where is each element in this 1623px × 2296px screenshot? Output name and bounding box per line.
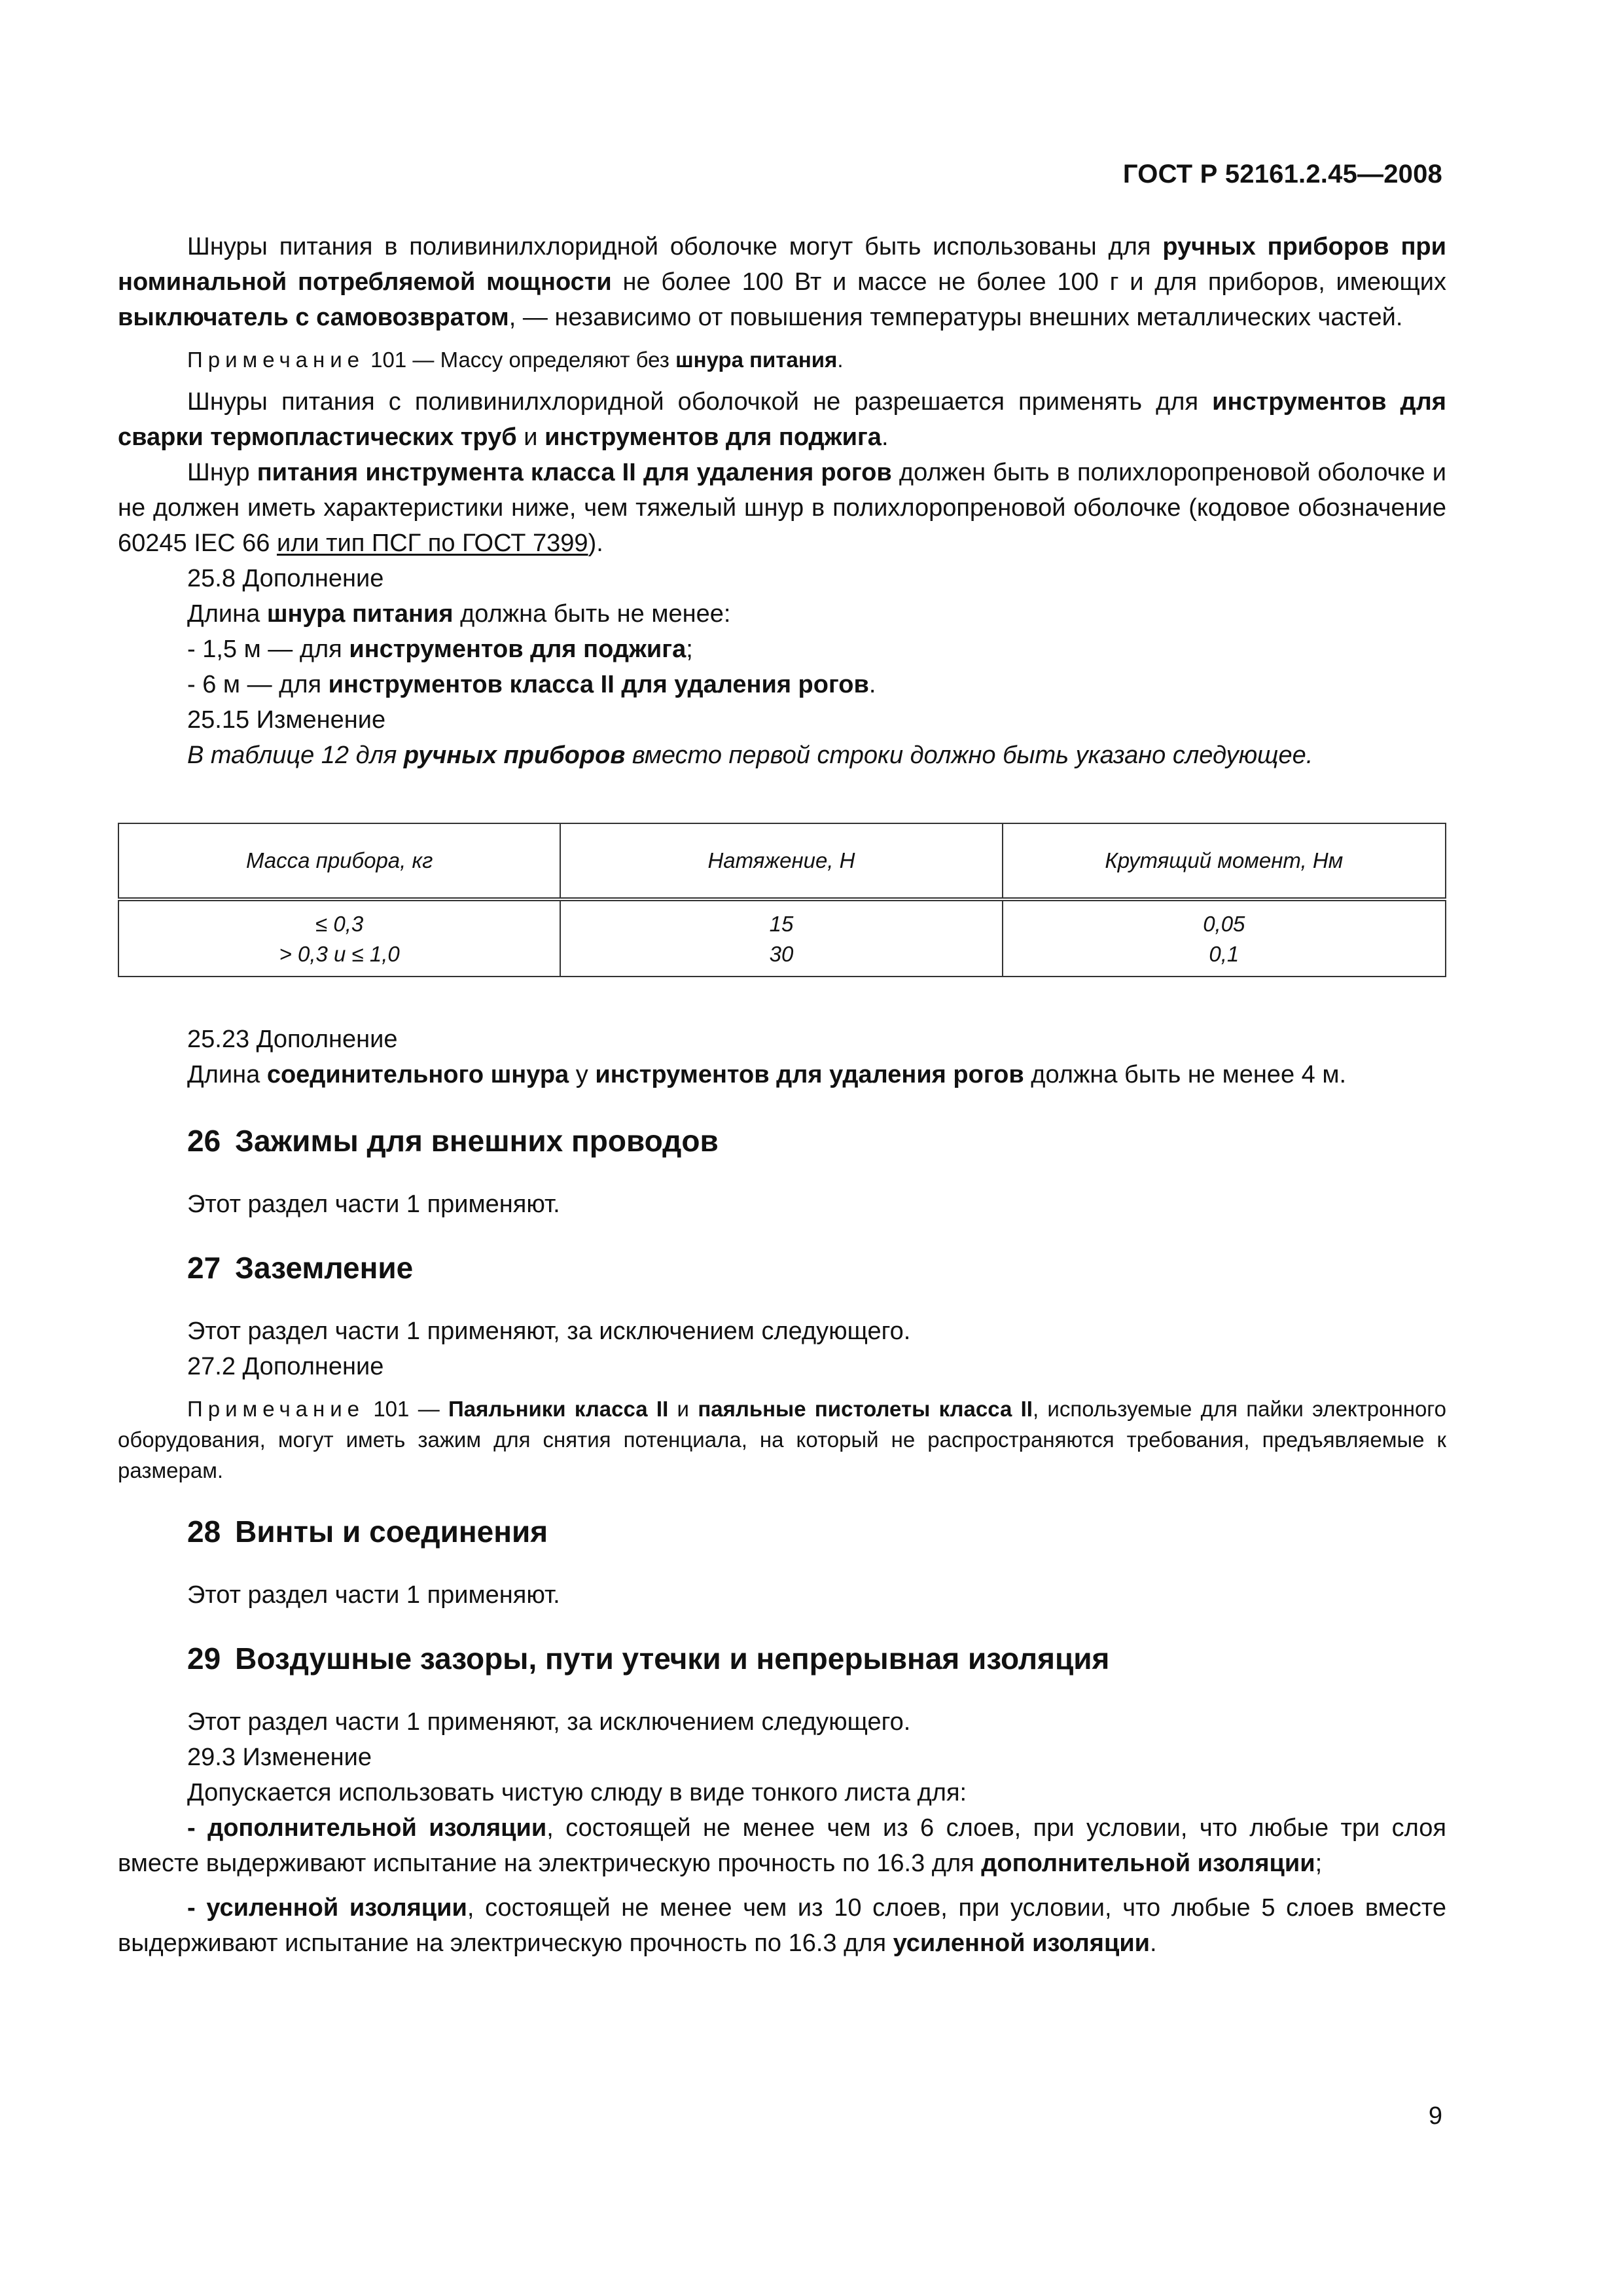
list-item: - 6 м — для инструментов класса II для удаления рогов. [187,671,876,698]
section-29-text: Этот раздел части 1 применяют, за исключением следующего. [187,1708,911,1736]
section-heading-28: 28 Винты и соединения [187,1515,548,1549]
list-item: - 1,5 м — для инструментов для поджига; [187,636,693,663]
paragraph-dehorning-cord: Шнур питания инструмента класса II для удаления рогов должен быть в полихлоропреновой оболочке и не должен иметь характеристики ниже, чем тяжелый шнур в полихлоропреновой оболочке (кодовое обозначение 60245 IEC 66 или тип ПСГ по ГОСТ 7399). [118,459,1447,557]
paragraph-pvc-cords: Шнуры питания в поливинилхлоридной оболочке могут быть использованы для ручных приборов при номинальной потребляемой мощности не более 100 Вт и массе не более 100 г и для приборов, имеющих выключатель с самовозвратом, — независимо от повышения температуры внешних металлических частей. [118,233,1447,331]
clause-25-15: 25.15 Изменение [187,706,386,734]
column-header: Натяжение, Н [560,823,1002,899]
clause-27-2: 27.2 Дополнение [187,1353,384,1380]
section-27-text: Этот раздел части 1 применяют, за исключением следующего. [187,1318,911,1345]
list-item: - дополнительной изоляции, состоящей не менее чем из 6 слоев, при условии, что любые три слоя вместе выдерживают испытание на электрическую прочность по 16.3 для дополнительной изоляции; [118,1814,1446,1877]
note-101-soldering: Примечание 101 — Паяльники класса II и паяльные пистолеты класса II, используемые для пайки электронного оборудования, могут иметь зажим для снятия потенциала, на который не распространяются требования, предъявляемые к размерам. [118,1397,1446,1482]
section-heading-27: 27 Заземление [187,1251,414,1285]
mica-intro: Допускается использовать чистую слюду в виде тонкого листа для: [187,1779,967,1806]
gost-reference-link[interactable]: или тип ПСГ по ГОСТ 7399 [276,529,588,557]
table-cell: ≤ 0,3 > 0,3 и ≤ 1,0 [118,899,560,977]
document-body [118,229,1446,1961]
clause-29-3: 29.3 Изменение [187,1744,372,1771]
table-row [118,899,1446,977]
paragraph-pvc-prohibited: Шнуры питания с поливинилхлоридной оболочкой не разрешается применять для инструментов для сварки термопластических труб и инструментов для поджига. [118,388,1446,451]
table-12-replacement [118,823,1446,977]
section-28-text: Этот раздел части 1 применяют. [187,1581,560,1609]
document-header: ГОСТ Р 52161.2.45—2008 [1122,160,1442,188]
list-item: - усиленной изоляции, состоящей не менее чем из 10 слоев, при условии, что любые 5 слоев вместе выдерживают испытание на электрическую прочность по 16.3 для усиленной изоляции. [118,1894,1446,1957]
connecting-cord-length: Длина соединительного шнура у инструментов для удаления рогов должна быть не менее 4 м. [187,1061,1347,1088]
column-header: Крутящий момент, Нм [1003,823,1446,899]
table-intro: В таблице 12 для ручных приборов вместо первой строки должно быть указано следующее. [187,742,1313,769]
table-cell: 15 30 [560,899,1002,977]
column-header: Масса прибора, кг [118,823,560,899]
table-header-row [118,823,1446,899]
note-101-mass: Примечание 101 — Массу определяют без шнура питания. [187,348,844,372]
section-heading-26: 26 Зажимы для внешних проводов [187,1124,719,1158]
section-heading-29: 29 Воздушные зазоры, пути утечки и непрерывная изоляция [187,1641,1110,1676]
clause-25-8: 25.8 Дополнение [187,565,384,592]
table-cell: 0,05 0,1 [1003,899,1446,977]
section-26-text: Этот раздел части 1 применяют. [187,1191,560,1218]
page-number: 9 [1428,2102,1442,2130]
cord-length-intro: Длина шнура питания должна быть не менее: [187,600,731,628]
clause-25-23: 25.23 Дополнение [187,1026,398,1053]
